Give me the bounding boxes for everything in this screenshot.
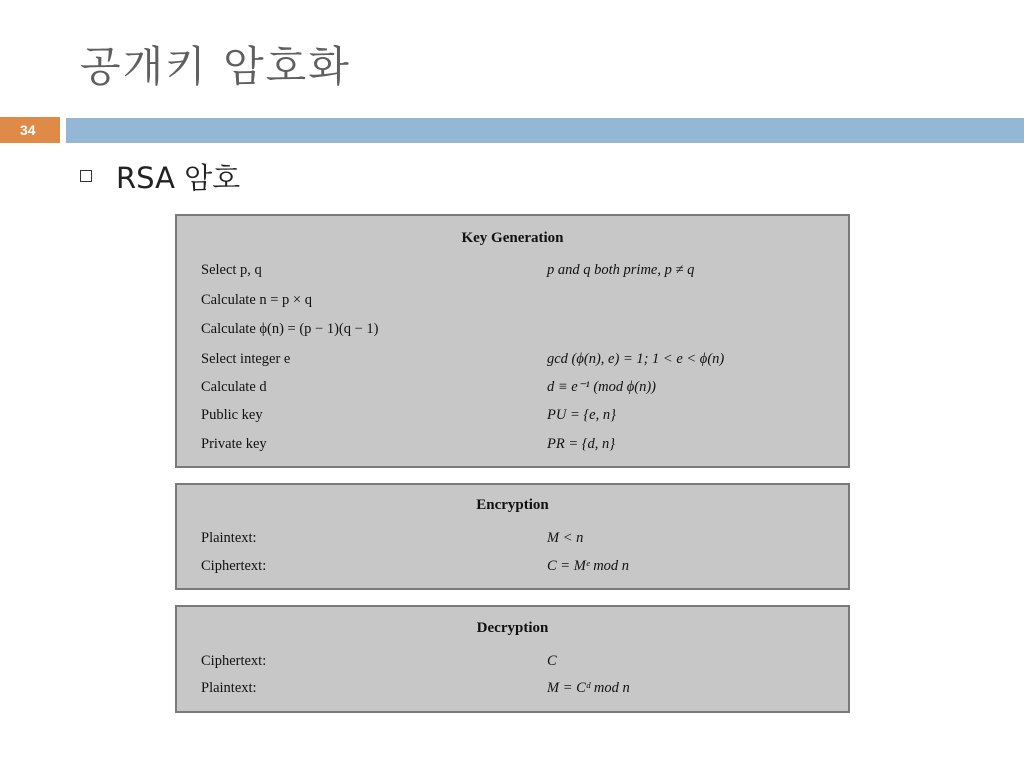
table-row (201, 262, 838, 282)
row-label: Select integer e (201, 351, 291, 367)
table-row (201, 351, 838, 371)
table-row (201, 653, 838, 673)
key-generation-title: Key Generation (461, 230, 564, 246)
decryption-title: Decryption (476, 620, 549, 636)
table-row (201, 436, 838, 456)
row-label: Public key (201, 407, 263, 423)
row-value: PU = {e, n} (547, 407, 616, 423)
row-label: Calculate n = p × q (201, 292, 312, 308)
row-value: C (547, 653, 557, 669)
encryption-title: Encryption (476, 497, 549, 513)
slide-number: 34 (0, 117, 60, 143)
row-label: Ciphertext: (201, 558, 267, 574)
row-value: d ≡ e⁻¹ (mod ϕ(n)) (547, 379, 657, 395)
row-label: Plaintext: (201, 680, 257, 696)
bullet-text: RSA 암호 (116, 161, 241, 195)
encryption-panel (175, 483, 850, 590)
row-label: Ciphertext: (201, 653, 267, 669)
square-bullet-icon (80, 170, 92, 182)
row-label: Private key (201, 436, 267, 452)
page-title: 공개키 암호화 (80, 42, 351, 91)
row-value: C = Mᵉ mod n (547, 558, 630, 574)
row-value: M = Cᵈ mod n (547, 680, 630, 696)
row-label: Plaintext: (201, 530, 257, 546)
table-row (201, 558, 838, 578)
decryption-panel (175, 605, 850, 713)
table-row (201, 407, 838, 427)
table-row (201, 321, 838, 341)
table-row (201, 292, 838, 312)
row-value: M < n (547, 530, 584, 546)
accent-bar (66, 118, 1024, 143)
table-row (201, 379, 838, 399)
table-row (201, 530, 838, 550)
row-value: p and q both prime, p ≠ q (547, 262, 695, 278)
row-label: Select p, q (201, 262, 262, 278)
row-label: Calculate ϕ(n) = (p − 1)(q − 1) (201, 321, 379, 337)
row-value: PR = {d, n} (547, 436, 616, 452)
table-row (201, 680, 838, 700)
row-label: Calculate d (201, 379, 267, 395)
key-generation-panel (175, 214, 850, 468)
row-value: gcd (ϕ(n), e) = 1; 1 < e < ϕ(n) (547, 351, 725, 367)
